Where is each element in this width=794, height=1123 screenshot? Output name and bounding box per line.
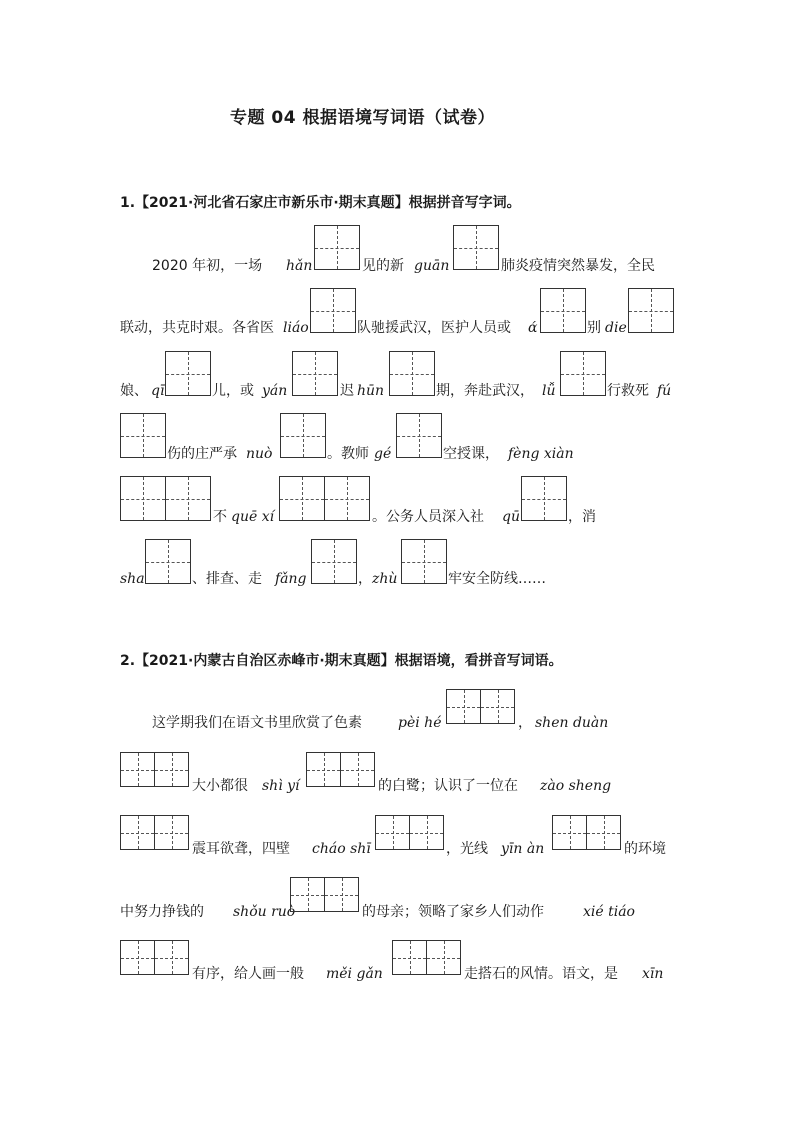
q1-text: 娘、	[120, 383, 148, 399]
q2-text: 的环境	[624, 841, 666, 857]
answer-box[interactable]	[453, 225, 499, 270]
q1-pinyin: guān	[414, 258, 450, 274]
answer-box[interactable]	[396, 413, 442, 458]
q1-pinyin: qū	[502, 509, 520, 525]
q1-text: 2020 年初，一场	[152, 258, 263, 274]
q1-pinyin: yán	[262, 383, 288, 399]
q1-text: ，	[358, 571, 372, 587]
q1-text: ，消	[568, 509, 596, 525]
answer-box[interactable]	[540, 288, 586, 333]
q1-text: 儿，或	[212, 383, 254, 399]
q1-text: 不	[213, 509, 227, 525]
q2-text: 震耳欲聋，四壁	[192, 841, 290, 857]
q1-pinyin: liáo	[283, 320, 309, 336]
q2-text: ，光线	[446, 841, 488, 857]
q2-pinyin: shen duàn	[535, 715, 609, 731]
question-2-heading: 2.【2021·内蒙古自治区赤峰市·期末真题】根据语境，看拼音写词语。	[120, 653, 563, 669]
answer-box[interactable]	[311, 539, 357, 584]
q1-pinyin: fú	[657, 383, 672, 399]
q2-text: 大小都很	[192, 778, 248, 794]
q2-text: 的白鹭；认识了一位在	[378, 778, 518, 794]
answer-box[interactable]	[560, 351, 606, 396]
q2-text: 走搭石的风情。语文，是	[464, 966, 618, 982]
answer-box-2[interactable]	[279, 476, 370, 521]
q1-text: 队驰援武汉，医护人员或	[357, 320, 511, 336]
answer-box-2[interactable]	[290, 877, 359, 912]
question-1-heading: 1.【2021·河北省石家庄市新乐市·期末真题】根据拼音写字词。	[120, 195, 521, 211]
q2-text: 这学期我们在语文书里欣赏了色素	[152, 715, 362, 731]
q2-pinyin: yīn àn	[501, 841, 545, 857]
answer-box-2[interactable]	[120, 940, 189, 975]
answer-box-2[interactable]	[552, 815, 621, 850]
q1-text: 见的新	[362, 258, 404, 274]
q1-pinyin: quē xí	[231, 509, 275, 525]
q1-text: 肺炎疫情突然暴发，全民	[501, 258, 655, 274]
q1-text: 行救死	[607, 383, 649, 399]
q1-text: 别	[587, 320, 601, 336]
q2-text: 有序，给人画一般	[192, 966, 304, 982]
q2-pinyin: shì yí	[262, 778, 300, 794]
answer-box[interactable]	[389, 351, 435, 396]
q1-text: 迟	[340, 383, 354, 399]
answer-box-2[interactable]	[446, 689, 515, 724]
q1-text: 、排查、走	[192, 571, 262, 587]
q1-text: 。教师	[327, 446, 369, 462]
q1-pinyin: nuò	[246, 446, 273, 462]
q2-text: 的母亲；领略了家乡人们动作	[362, 904, 544, 920]
q2-pinyin: xié tiáo	[583, 904, 635, 920]
q1-pinyin: zhù	[372, 571, 398, 587]
q1-pinyin: hǎn	[286, 258, 313, 274]
answer-box[interactable]	[120, 413, 166, 458]
q1-text: 。公务人员深入社	[372, 509, 484, 525]
q1-text: 空授课，	[443, 446, 499, 462]
answer-box[interactable]	[628, 288, 674, 333]
answer-box-2[interactable]	[306, 752, 375, 787]
q1-pinyin: gé	[374, 446, 392, 462]
q2-text: 中努力挣钱的	[120, 904, 204, 920]
q2-pinyin: pèi hé	[398, 715, 442, 731]
answer-box[interactable]	[280, 413, 326, 458]
q1-text: 期，奔赴武汉，	[436, 383, 534, 399]
answer-box[interactable]	[145, 539, 191, 584]
q1-pinyin: die	[605, 320, 627, 336]
answer-box[interactable]	[521, 476, 567, 521]
page-title: 专题 04 根据语境写词语（试卷）	[230, 108, 495, 128]
q1-pinyin: fǎng	[275, 571, 307, 587]
answer-box[interactable]	[314, 225, 360, 270]
q2-pinyin: xīn	[642, 966, 664, 982]
q2-pinyin: cháo shī	[312, 841, 371, 857]
answer-box-2[interactable]	[392, 940, 461, 975]
answer-box-2[interactable]	[120, 476, 211, 521]
q1-pinyin: lǚ	[542, 383, 556, 399]
q1-pinyin: sha	[120, 571, 145, 587]
answer-box[interactable]	[292, 351, 338, 396]
q1-text: 伤的庄严承	[167, 446, 237, 462]
answer-box-2[interactable]	[120, 752, 189, 787]
q1-pinyin: fèng xiàn	[508, 446, 574, 462]
q1-text: 牢安全防线……	[448, 571, 546, 587]
q2-pinyin: shǒu ruò	[233, 904, 296, 920]
q1-pinyin: hūn	[357, 383, 385, 399]
q2-pinyin: měi gǎn	[326, 966, 383, 982]
answer-box[interactable]	[310, 288, 356, 333]
q1-pinyin: ɑ́	[528, 320, 538, 336]
q2-text: ，	[518, 715, 532, 731]
answer-box[interactable]	[165, 351, 211, 396]
q1-text: 联动，共克时艰。各省医	[120, 320, 274, 336]
q1-pinyin: qī	[151, 383, 165, 399]
answer-box-2[interactable]	[120, 815, 189, 850]
q2-pinyin: zào sheng	[540, 778, 612, 794]
answer-box-2[interactable]	[375, 815, 444, 850]
answer-box[interactable]	[401, 539, 447, 584]
